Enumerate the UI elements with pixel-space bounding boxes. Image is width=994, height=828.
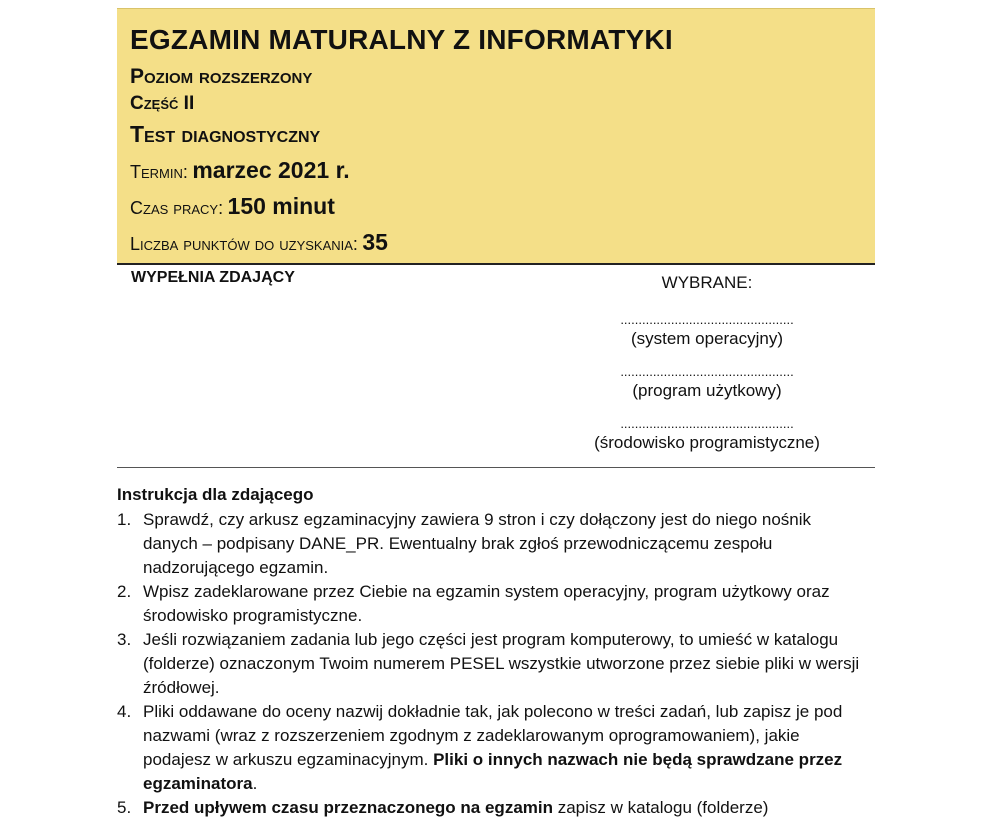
duration-label: Czas pracy:	[130, 198, 224, 218]
duration-value: 150 minut	[227, 193, 335, 219]
item-number: 5.	[117, 798, 132, 817]
instruction-item	[117, 508, 867, 580]
exam-level: Poziom rozszerzony	[130, 65, 313, 88]
item-text: Jeśli rozwiązaniem zadania lub jego części jest program komputerowy, to umieść w katalogu (folderze) oznaczonym Twoim numerem PESEL wszystkie utworzone przez siebie pliki w wersji źródłowej.	[143, 630, 860, 697]
exam-term	[130, 154, 875, 190]
chosen-heading: WYBRANE:	[661, 273, 753, 292]
item-number: 4.	[117, 702, 132, 721]
ide-input-line[interactable]: ................................................	[620, 416, 794, 431]
exam-header	[117, 8, 875, 265]
item-text: Wpisz zadeklarowane przez Ciebie na egzamin system operacyjny, program użytkowy oraz środowisko programistyczne.	[143, 582, 830, 625]
instruction-item	[117, 796, 867, 820]
points-label: Liczba punktów do uzyskania:	[130, 234, 358, 254]
candidate-fill-section	[117, 265, 875, 468]
app-caption: (program użytkowy)	[632, 381, 782, 400]
instructions	[117, 485, 867, 820]
item-text: Pliki oddawane do oceny nazwij dokładnie tak, jak polecono w treści zadań, lub zapisz je pod nazwami (wraz z rozszerzeniem zgodnym z zadeklarowanym oprogramowaniem), jakie podajesz w arkuszu egzaminacyjnym.	[143, 702, 843, 769]
exam-test-type: Test diagnostyczny	[130, 121, 321, 147]
exam-points	[130, 226, 875, 262]
choice-ide	[547, 417, 867, 455]
choice-app	[547, 365, 867, 403]
item-text: zapisz w katalogu (folderze)	[553, 798, 769, 817]
term-label: Termin:	[130, 162, 188, 182]
exam-title: EGZAMIN MATURALNY Z INFORMATYKI	[130, 24, 673, 55]
item-number: 2.	[117, 582, 132, 601]
os-input-line[interactable]: ................................................	[620, 312, 794, 327]
choice-os	[547, 313, 867, 351]
points-value: 35	[362, 229, 388, 255]
item-text: Sprawdź, czy arkusz egzaminacyjny zawiera 9 stron i czy dołączony jest do niego nośnik danych – podpisany DANE_PR. Ewentualny brak zgłoś przewodniczącemu zespołu nadzorującego egzamin.	[143, 510, 812, 577]
instructions-title: Instrukcja dla zdającego	[117, 485, 314, 504]
item-text-bold: Pliki o innych nazwach nie będą sprawdzane przez egzaminatora	[143, 750, 843, 793]
term-value: marzec 2021 r.	[192, 157, 350, 183]
os-caption: (system operacyjny)	[630, 329, 784, 348]
item-text-bold: Przed upływem czasu przeznaczonego na egzamin	[143, 798, 553, 817]
item-number: 1.	[117, 510, 132, 529]
exam-part: Część II	[130, 93, 195, 114]
chosen-software	[547, 273, 867, 469]
instruction-item	[117, 580, 867, 628]
instructions-list	[117, 508, 867, 820]
ide-caption: (środowisko programistyczne)	[594, 433, 820, 452]
instruction-item	[117, 700, 867, 796]
item-number: 3.	[117, 630, 132, 649]
app-input-line[interactable]: ................................................	[620, 364, 794, 379]
item-text-end: .	[252, 774, 258, 793]
instruction-item	[117, 628, 867, 700]
exam-duration	[130, 190, 875, 226]
fill-section-label: WYPEŁNIA ZDAJĄCY	[131, 269, 295, 286]
